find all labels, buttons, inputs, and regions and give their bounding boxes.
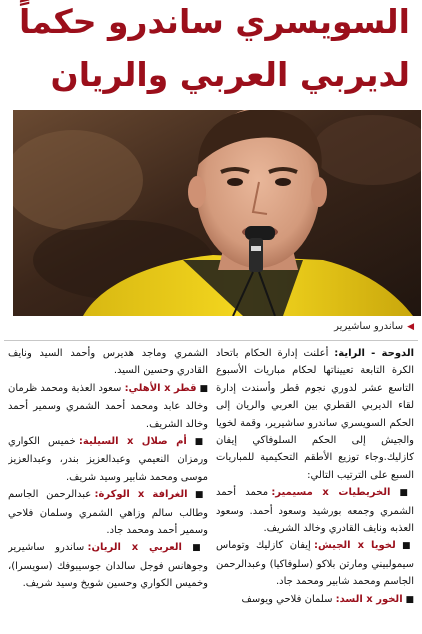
- match-item: [8, 486, 208, 539]
- match-referees: محمد أحمد الشمري وجمعه بورشيد وسعود أحمد. وسعود العذبه ونايف القادري وخالد الشريف.: [216, 487, 414, 535]
- match-teams: الخريطيات x مسيمير:: [271, 487, 391, 499]
- referee-photo: [13, 110, 421, 316]
- photo-caption: [334, 321, 414, 335]
- square-bullet-icon: ■: [187, 490, 208, 501]
- match-referees: إيفان كازليك وتوماس سيمولبيني ومارتن بلاكو (سلوفاكيا) وعبدالرحمن الجاسم ومحمد شابير ومحمد جاد.: [216, 540, 414, 588]
- match-referees: سعود العذبة ومحمد ظرمان وخالد عابد ومحمد أحمد الشمري وسمير أحمد وخالد الشريف.: [8, 382, 208, 430]
- headline-line-1: السويسري ساندرو حكماً: [19, 2, 410, 41]
- match-item: [8, 433, 208, 486]
- caption-triangle-icon: ◀: [407, 322, 414, 332]
- match-item: [8, 539, 208, 592]
- match-teams: العربي x الريان:: [87, 542, 182, 554]
- caption-text: ساندرو ساشيرير: [334, 321, 404, 332]
- match-referees: سلمان فلاحي ويوسف: [241, 593, 336, 605]
- dateline: الدوحة - الراية:: [334, 348, 414, 359]
- match-teams: أم صلال x السيلية:: [78, 436, 187, 448]
- square-bullet-icon: ■: [186, 437, 208, 448]
- match-item: [216, 537, 414, 590]
- square-bullet-icon: ■: [181, 543, 208, 554]
- match-teams: لخويا x الجيش:: [314, 540, 396, 552]
- headline: [0, 0, 422, 108]
- match-item: [216, 591, 414, 609]
- square-bullet-icon: ■: [390, 488, 414, 499]
- match-referees: عبدالرحمن الجاسم وطالب سالم وزاهي الشمري وسلمان فلاحي وسمير أحمد ومحمد جاد.: [8, 489, 208, 537]
- article-column-right: [216, 345, 414, 631]
- match-item: [216, 484, 414, 537]
- article-column-left: [8, 345, 208, 631]
- match-teams: الخور x السد:: [335, 593, 403, 605]
- square-bullet-icon: ■: [395, 541, 414, 552]
- continued-text: الشمري وماجد هديرس وأحمد السيد ونايف القادري وحسين السيد.: [8, 348, 208, 377]
- lead-text: أعلنت إدارة الحكام باتحاد الكرة التابعة تعييناتها لحكام مباريات الأسبوع التاسع عشر لدوري نجوم قطر وأسندت إدارة لقاء الديربي القطري بين العربي والريان إلى الحكم السويسري ساندرو ساشيرير، وقمة لخويا والجيش إلى الحكم السلوفاكي إيفان كازليك.وجاء توزيع الأطقم التحكيمية للمباريات السبع على الترتيب التالي:: [216, 348, 414, 481]
- match-referees: ساندرو ساشيرير وجوهانس فوجل سالدان جوسيبوفك (سويسرا)، وخميس الكواري وحسين شويخ وسيد شريف.: [8, 542, 208, 590]
- headline-line-2: لديربي العربي والريان: [50, 55, 410, 94]
- square-bullet-icon: ■: [196, 383, 208, 394]
- match-referees: خميس الكواري ورمزان النعيمي وعبدالعزيز بندر، وعبدالعزيز موسى ومحمد شابير وسيد شريف.: [8, 436, 208, 483]
- match-teams: قطر x الأهلي:: [124, 382, 197, 394]
- referee-illustration: [13, 110, 421, 316]
- square-bullet-icon: ■: [402, 594, 414, 605]
- match-teams: الغرافة x الوكرة:: [94, 489, 188, 501]
- article-lead-paragraph: [216, 345, 414, 484]
- match-item: [8, 380, 208, 433]
- divider: [4, 340, 418, 341]
